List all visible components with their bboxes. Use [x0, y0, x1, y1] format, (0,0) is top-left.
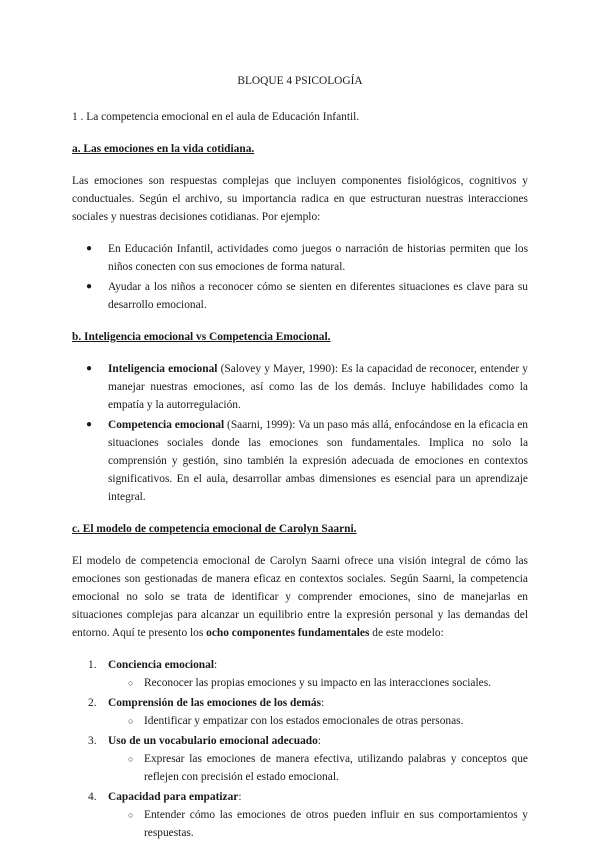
- component-detail: Reconocer las propias emociones y su impacto en las interacciones sociales.: [144, 677, 491, 689]
- component-sub-list: [108, 674, 528, 692]
- circle-bullet-icon: ○: [128, 754, 134, 764]
- circle-bullet-icon: ○: [128, 810, 134, 820]
- section-a-paragraph: Las emociones son respuestas complejas que incluyen componentes fisiológicos, cognitivos y conductuales. Según el archivo, su importancia radica en que estructuran nuestras interacciones sociales y nuestras decisiones cotidianas. Por ejemplo:: [72, 175, 528, 223]
- list-item: [108, 806, 528, 842]
- paragraph-text-end: de este modelo:: [369, 627, 444, 639]
- term: Inteligencia emocional: [108, 363, 218, 375]
- component-colon: :: [317, 735, 321, 747]
- component-sub-list: [108, 750, 528, 786]
- bullet-text: En Educación Infantil, actividades como juegos o narración de historias permiten que los niños conecten con sus emociones de forma natural.: [108, 243, 528, 273]
- list-item: [108, 674, 528, 692]
- bullet-icon: ●: [86, 419, 93, 430]
- component-item: [72, 788, 528, 842]
- document-title: BLOQUE 4 PSICOLOGÍA: [237, 75, 363, 87]
- section-a-bullet-list: [72, 240, 528, 314]
- term-description: (Saarni, 1999): Va un paso más allá, enfocándose en la eficacia en situaciones sociales donde las emociones son fundamentales. Implica no solo la comprensión y gestión, sino también la expresión adecuada de emociones en contextos significativos. En el aula, desarrollar ambas dimensiones es esencial para un aprendizaje integral.: [108, 419, 528, 503]
- component-item: [72, 694, 528, 730]
- list-item: [72, 240, 528, 276]
- component-sub-list: [108, 712, 528, 730]
- component-name: Uso de un vocabulario emocional adecuado: [108, 735, 318, 747]
- paragraph-emphasis: ocho componentes fundamentales: [206, 627, 370, 639]
- component-number: 2.: [88, 697, 97, 709]
- list-item: [108, 712, 528, 730]
- term-description: (Salovey y Mayer, 1990): Es la capacidad de reconocer, entender y manejar nuestras emociones, así como las de los demás. Incluye habilidades como la empatía y la autorregulación.: [108, 363, 528, 411]
- component-name: Comprensión de las emociones de los demás: [108, 697, 322, 709]
- list-item: [72, 360, 528, 414]
- bullet-icon: ●: [86, 281, 93, 292]
- bullet-text: Ayudar a los niños a reconocer cómo se sienten en diferentes situaciones es clave para su desarrollo emocional.: [108, 281, 528, 311]
- component-item: [72, 732, 528, 786]
- section-b-heading: b. Inteligencia emocional vs Competencia Emocional.: [72, 331, 331, 343]
- component-item: [72, 656, 528, 692]
- component-detail: Expresar las emociones de manera efectiva, utilizando palabras y conceptos que reflejen con precisión el estado emocional.: [144, 753, 528, 783]
- component-name: Conciencia emocional: [108, 659, 214, 671]
- bullet-icon: ●: [86, 243, 93, 254]
- section-c-paragraph: [72, 552, 528, 642]
- component-colon: :: [213, 659, 218, 671]
- circle-bullet-icon: ○: [128, 678, 134, 688]
- term: Competencia emocional: [108, 419, 225, 431]
- list-item: [72, 416, 528, 506]
- section-b-bullet-list: [72, 360, 528, 506]
- paragraph-text: El modelo de competencia emocional de Carolyn Saarni ofrece una visión integral de cómo las emociones son gestionadas de manera eficaz en contextos sociales. Según Saarni, la competencia emocional no solo se trata de identificar y comprender emociones, sino de manejarlas en situaciones complejas para alcanzar un equilibrio entre la expresión personal y las demandas del entorno. Aquí te presento los: [72, 555, 528, 639]
- component-detail: Identificar y empatizar con los estados emocionales de otras personas.: [144, 715, 464, 727]
- components-list: [72, 656, 528, 842]
- component-sub-list: [108, 806, 528, 842]
- component-number: 1.: [88, 659, 97, 671]
- component-number: 3.: [88, 735, 97, 747]
- intro-line: 1 . La competencia emocional en el aula de Educación Infantil.: [72, 111, 360, 123]
- section-c-heading: c. El modelo de competencia emocional de Carolyn Saarni.: [72, 523, 357, 535]
- component-number: 4.: [88, 791, 97, 803]
- document-content: [72, 72, 528, 844]
- component-detail: Entender cómo las emociones de otros pueden influir en sus comportamientos y respuestas.: [144, 809, 528, 839]
- section-a-heading: a. Las emociones en la vida cotidiana.: [72, 143, 255, 155]
- list-item: [72, 278, 528, 314]
- bullet-icon: ●: [86, 363, 93, 374]
- component-colon: :: [238, 791, 242, 803]
- component-colon: :: [321, 697, 325, 709]
- component-name: Capacidad para empatizar: [108, 791, 239, 803]
- circle-bullet-icon: ○: [128, 716, 134, 726]
- list-item: [108, 750, 528, 786]
